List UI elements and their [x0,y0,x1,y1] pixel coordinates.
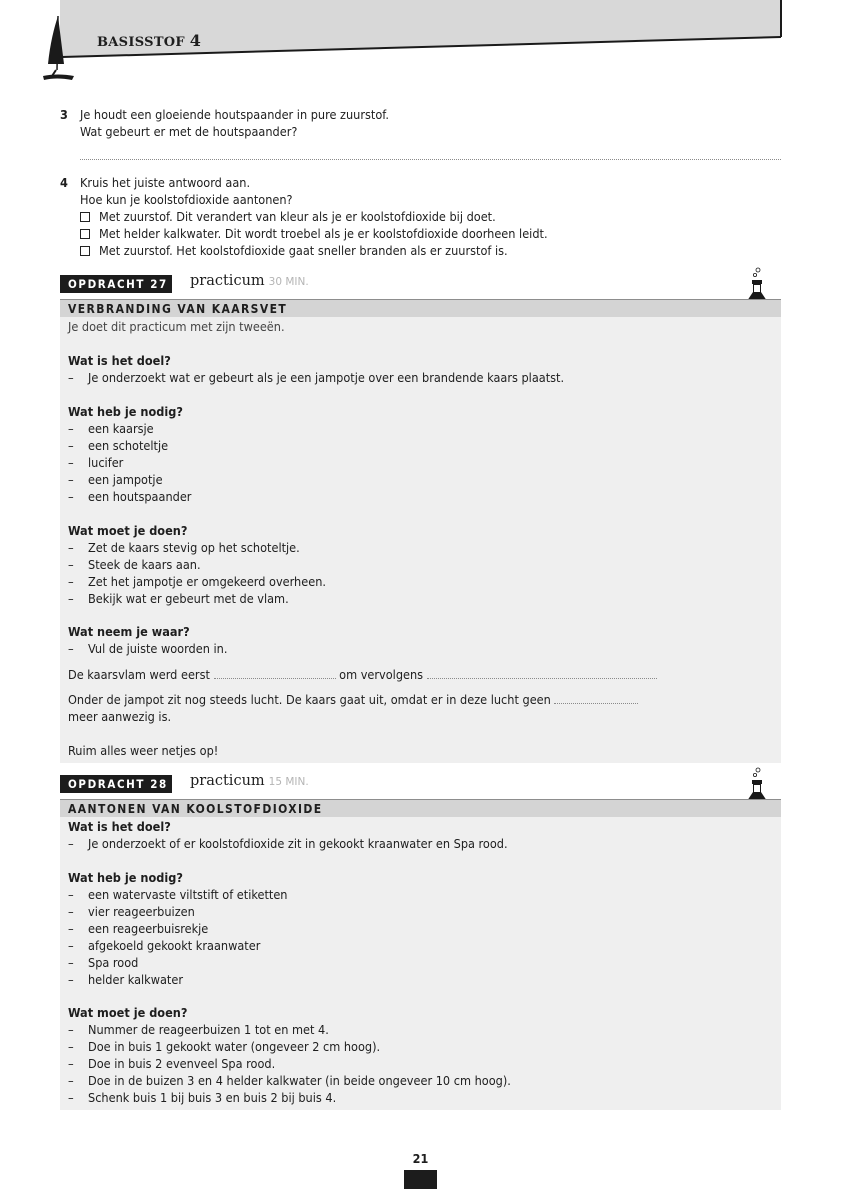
fill-blank[interactable] [427,668,657,679]
list-item: – een kaarsje [68,421,154,436]
goal-item: – Je onderzoekt wat er gebeurt als je een jampotje over een brandende kaars plaatst. [68,370,565,385]
answer-line[interactable] [80,159,781,160]
fill-sentence-2 [68,691,638,708]
step-text: Bekijk wat er gebeurt met de vlam. [88,591,289,606]
question-number: 3 [60,107,68,122]
answer-option-3[interactable] [80,242,548,259]
answer-option-2[interactable] [80,225,548,242]
list-item-text: een schoteltje [88,438,169,453]
step-item: – Doe in de buizen 3 en 4 helder kalkwater (in beide ongeveer 10 cm hoog). [68,1073,511,1088]
practicum-heading [190,773,309,789]
intro-text: Je doet dit practicum met zijn tweeën. [68,319,285,334]
step-text: Steek de kaars aan. [88,557,201,572]
list-item-text: een kaarsje [88,421,154,436]
step-text: Doe in buis 2 evenveel Spa rood. [88,1056,276,1071]
step-text: Schenk buis 1 bij buis 3 en buis 2 bij buis 4. [88,1090,337,1105]
goal-heading: Wat is het doel? [68,819,171,834]
duration: 30 MIN. [268,276,309,288]
section-number: 4 [189,31,202,50]
list-item: – helder kalkwater [68,972,183,987]
list-item: – een schoteltje [68,438,169,453]
list-item: – een reageerbuisrekje [68,921,209,936]
list-item: – vier reageerbuizen [68,904,195,919]
closing-text: Ruim alles weer netjes op! [68,743,219,758]
observe-text: Vul de juiste woorden in. [88,641,228,656]
goal-heading: Wat is het doel? [68,353,171,368]
section-label: BASISSTOF [97,35,185,50]
steps-heading: Wat moet je doen? [68,1005,188,1020]
checkbox[interactable] [80,212,90,222]
option-label: Met zuurstof. Het koolstofdioxide gaat sneller branden als er zuurstof is. [99,243,508,258]
step-text: Zet het jampotje er omgekeerd overheen. [88,574,326,589]
fill-sentence-1 [68,666,657,683]
list-item: – Spa rood [68,955,139,970]
list-item-text: helder kalkwater [88,972,183,987]
step-item: – Doe in buis 2 evenveel Spa rood. [68,1056,276,1071]
step-text: Doe in de buizen 3 en 4 helder kalkwater (in beide ongeveer 10 cm hoog). [88,1073,511,1088]
list-item-text: een reageerbuisrekje [88,921,209,936]
fill-text-continued: meer aanwezig is. [68,709,172,724]
fill-text: om vervolgens [339,667,424,682]
assignment-title: AANTONEN VAN KOOLSTOFDIOXIDE [60,799,781,817]
step-item: – Steek de kaars aan. [68,557,201,572]
goal-text: Je onderzoekt of er koolstofdioxide zit in gekookt kraanwater en Spa rood. [88,836,508,851]
list-item-text: lucifer [88,455,124,470]
list-item: – een jampotje [68,472,163,487]
question-line: Kruis het juiste antwoord aan. [80,175,251,190]
needs-heading: Wat heb je nodig? [68,870,183,885]
checkbox[interactable] [80,229,90,239]
list-item-text: een houtspaander [88,489,192,504]
page-tab [404,1170,437,1189]
page-header [0,0,841,80]
list-item-text: een watervaste viltstift of etiketten [88,887,288,902]
list-item-text: Spa rood [88,955,139,970]
step-item: – Schenk buis 1 bij buis 3 en buis 2 bij buis 4. [68,1090,337,1105]
step-item: – Doe in buis 1 gekookt water (ongeveer 2 cm hoog). [68,1039,381,1054]
practicum-label: practicum [190,773,265,789]
observe-item: – Vul de juiste woorden in. [68,641,228,656]
observe-heading: Wat neem je waar? [68,624,190,639]
question-line: Hoe kun je koolstofdioxide aantonen? [80,192,293,207]
question-number: 4 [60,175,68,190]
assignment-label: OPDRACHT 27 [60,275,172,293]
step-item: – Zet het jampotje er omgekeerd overheen. [68,574,326,589]
assignment-title: VERBRANDING VAN KAARSVET [60,299,781,317]
page-number: 21 [412,1151,429,1166]
option-label: Met helder kalkwater. Dit wordt troebel als je er koolstofdioxide doorheen leidt. [99,226,548,241]
steps-heading: Wat moet je doen? [68,523,188,538]
fill-blank[interactable] [554,693,638,704]
goal-text: Je onderzoekt wat er gebeurt als je een jampotje over een brandende kaars plaatst. [88,370,565,385]
checkbox[interactable] [80,246,90,256]
list-item: – lucifer [68,455,124,470]
windsurf-icon [40,14,76,88]
question-line: Wat gebeurt er met de houtspaander? [80,124,298,139]
question-line: Je houdt een gloeiende houtspaander in pure zuurstof. [80,107,389,122]
step-item: – Bekijk wat er gebeurt met de vlam. [68,591,289,606]
assignment-label: OPDRACHT 28 [60,775,172,793]
step-text: Nummer de reageerbuizen 1 tot en met 4. [88,1022,329,1037]
needs-heading: Wat heb je nodig? [68,404,183,419]
list-item: – een houtspaander [68,489,192,504]
section-title [97,31,201,50]
duration: 15 MIN. [268,776,309,788]
step-item: – Zet de kaars stevig op het schoteltje. [68,540,300,555]
list-item-text: een jampotje [88,472,163,487]
step-text: Doe in buis 1 gekookt water (ongeveer 2 cm hoog). [88,1039,381,1054]
fill-blank[interactable] [214,668,336,679]
fill-text: De kaarsvlam werd eerst [68,667,210,682]
fill-text: Onder de jampot zit nog steeds lucht. De kaars gaat uit, omdat er in deze lucht geen [68,692,551,707]
practicum-label: practicum [190,273,265,289]
step-item: – Nummer de reageerbuizen 1 tot en met 4. [68,1022,329,1037]
option-label: Met zuurstof. Dit verandert van kleur als je er koolstofdioxide bij doet. [99,209,496,224]
list-item-text: vier reageerbuizen [88,904,195,919]
answer-option-1[interactable] [80,208,548,225]
list-item: – afgekoeld gekookt kraanwater [68,938,261,953]
step-text: Zet de kaars stevig op het schoteltje. [88,540,300,555]
list-item-text: afgekoeld gekookt kraanwater [88,938,261,953]
goal-item: – Je onderzoekt of er koolstofdioxide zit in gekookt kraanwater en Spa rood. [68,836,508,851]
list-item: – een watervaste viltstift of etiketten [68,887,288,902]
practicum-heading [190,273,309,289]
